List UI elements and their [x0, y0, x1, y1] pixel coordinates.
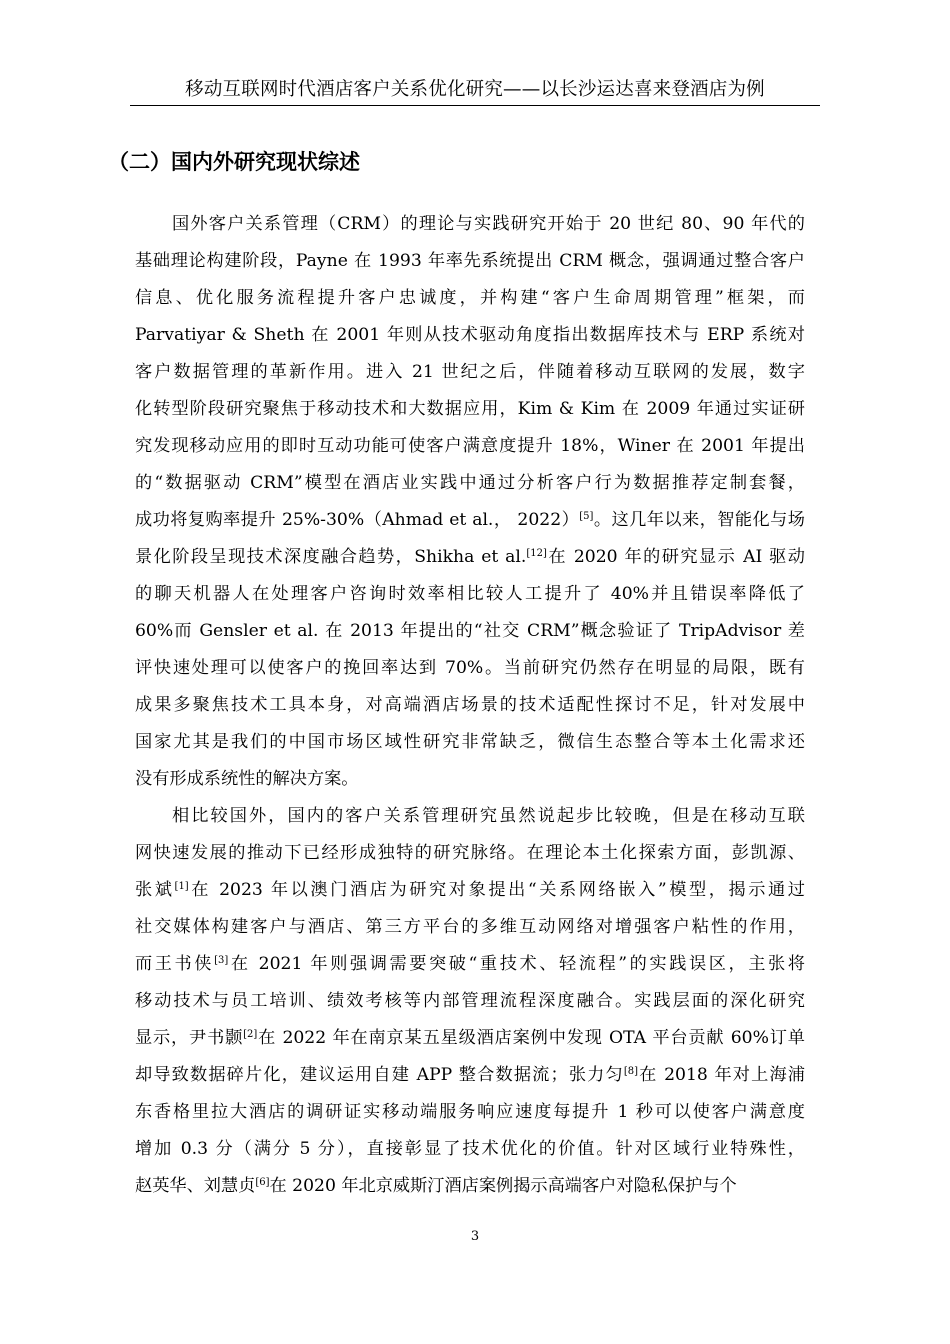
text-line	[135, 1168, 805, 1205]
text-line	[135, 724, 805, 761]
text-line	[135, 1094, 805, 1131]
page-number: 3	[470, 1229, 480, 1244]
text-run: 成果多聚焦技术工具本身，对高端酒店场景的技术适配性探讨不足，针对发展中	[135, 695, 805, 715]
citation-marker: [2]	[243, 1029, 258, 1040]
text-run: Parvatiyar & Sheth 在 2001 年则从技术驱动角度指出数据库技术与 ERP 系统对	[135, 325, 805, 345]
text-run: 60%而 Gensler et al. 在 2013 年提出的“社交 CRM”概念验证了 TripAdvisor 差	[135, 621, 805, 641]
text-line	[135, 1020, 805, 1057]
text-run: 在 2020 年北京威斯汀酒店案例揭示高端客户对隐私保护与个	[269, 1176, 737, 1196]
text-run: 国外客户关系管理（CRM）的理论与实践研究开始于 20 世纪 80、90 年代的	[172, 214, 805, 234]
text-run: 化转型阶段研究聚焦于移动技术和大数据应用，Kim & Kim 在 2009 年通过实证研	[135, 399, 805, 419]
text-line	[135, 539, 805, 576]
text-line	[135, 650, 805, 687]
text-run: 的“数据驱动 CRM”模型在酒店业实践中通过分析客户行为数据推荐定制套餐，	[135, 473, 805, 493]
text-line	[135, 428, 805, 465]
text-line	[135, 687, 805, 724]
text-run: 赵英华、刘慧贞	[135, 1176, 256, 1196]
text-run: 成功将复购率提升 25%-30%（Ahmad et al.， 2022）	[135, 510, 580, 530]
text-run: 网快速发展的推动下已经形成独特的研究脉络。在理论本土化探索方面，彭凯源、	[135, 843, 805, 863]
text-run: 移动技术与员工培训、绩效考核等内部管理流程深度融合。实践层面的深化研究	[135, 991, 805, 1011]
text-line	[135, 206, 805, 243]
text-run: 信息、优化服务流程提升客户忠诚度，并构建“客户生命周期管理”框架，而	[135, 288, 805, 308]
text-run: 基础理论构建阶段，Payne 在 1993 年率先系统提出 CRM 概念，强调通过整合客户	[135, 251, 805, 271]
text-run: 东香格里拉大酒店的调研证实移动端服务响应速度每提升 1 秒可以使客户满意度	[135, 1102, 805, 1122]
running-header: 移动互联网时代酒店客户关系优化研究——以长沙运达喜来登酒店为例	[185, 79, 765, 100]
text-run: 。这几年以来，智能化与场	[593, 510, 805, 530]
text-line	[135, 317, 805, 354]
section-heading: （二）国内外研究现状综述	[108, 150, 360, 174]
text-run: 评快速处理可以使客户的挽回率达到 70%。当前研究仍然存在明显的局限，既有	[135, 658, 805, 678]
text-run: 究发现移动应用的即时互动功能可使客户满意度提升 18%，Winer 在 2001 年提出	[135, 436, 805, 456]
text-run: 在 2018 年对上海浦	[638, 1065, 805, 1085]
text-line	[135, 502, 805, 539]
text-run: 没有形成系统性的解决方案。	[135, 769, 359, 789]
text-line	[135, 354, 805, 391]
text-line	[135, 391, 805, 428]
citation-marker: [5]	[579, 511, 594, 522]
text-line	[135, 761, 805, 798]
text-line	[135, 835, 805, 872]
citation-marker: [3]	[214, 955, 229, 966]
text-line	[135, 576, 805, 613]
paragraph	[135, 206, 805, 798]
text-run: 客户数据管理的革新作用。进入 21 世纪之后，伴随着移动互联网的发展，数字	[135, 362, 805, 382]
text-line	[135, 946, 805, 983]
text-line	[135, 243, 805, 280]
citation-marker: [12]	[526, 548, 547, 559]
text-line	[135, 983, 805, 1020]
text-line	[135, 1057, 805, 1094]
paragraph	[135, 798, 805, 1205]
text-run: 在 2021 年则强调需要突破“重技术、轻流程”的实践误区，主张将	[228, 954, 805, 974]
text-line	[135, 909, 805, 946]
text-run: 景化阶段呈现技术深度融合趋势，Shikha et al.	[135, 547, 527, 567]
text-line	[135, 798, 805, 835]
text-line	[135, 1131, 805, 1168]
text-run: 的聊天机器人在处理客户咨询时效率相比较人工提升了 40%并且错误率降低了	[135, 584, 805, 604]
text-run: 而王书侠	[135, 954, 215, 974]
text-run: 相比较国外，国内的客户关系管理研究虽然说起步比较晚，但是在移动互联	[172, 806, 805, 826]
text-run: 增加 0.3 分（满分 5 分），直接彰显了技术优化的价值。针对区域行业特殊性，	[135, 1139, 805, 1159]
citation-marker: [6]	[255, 1177, 270, 1188]
body-text	[135, 206, 805, 1205]
text-line	[135, 280, 805, 317]
text-run: 在 2022 年在南京某五星级酒店案例中发现 OTA 平台贡献 60%订单	[257, 1028, 805, 1048]
text-run: 张斌	[135, 880, 175, 900]
text-run: 国家尤其是我们的中国市场区域性研究非常缺乏，微信生态整合等本土化需求还	[135, 732, 805, 752]
text-run: 在 2023 年以澳门酒店为研究对象提出“关系网络嵌入”模型，揭示通过	[188, 880, 805, 900]
text-run: 在 2020 年的研究显示 AI 驱动	[546, 547, 805, 567]
text-line	[135, 613, 805, 650]
text-run: 却导致数据碎片化，建议运用自建 APP 整合数据流；张力匀	[135, 1065, 624, 1085]
text-run: 显示，尹书颢	[135, 1028, 244, 1048]
citation-marker: [8]	[623, 1066, 639, 1077]
citation-marker: [1]	[174, 881, 189, 892]
text-line	[135, 465, 805, 502]
header-rule	[130, 105, 820, 106]
text-line	[135, 872, 805, 909]
text-run: 社交媒体构建客户与酒店、第三方平台的多维互动网络对增强客户粘性的作用，	[135, 917, 805, 937]
